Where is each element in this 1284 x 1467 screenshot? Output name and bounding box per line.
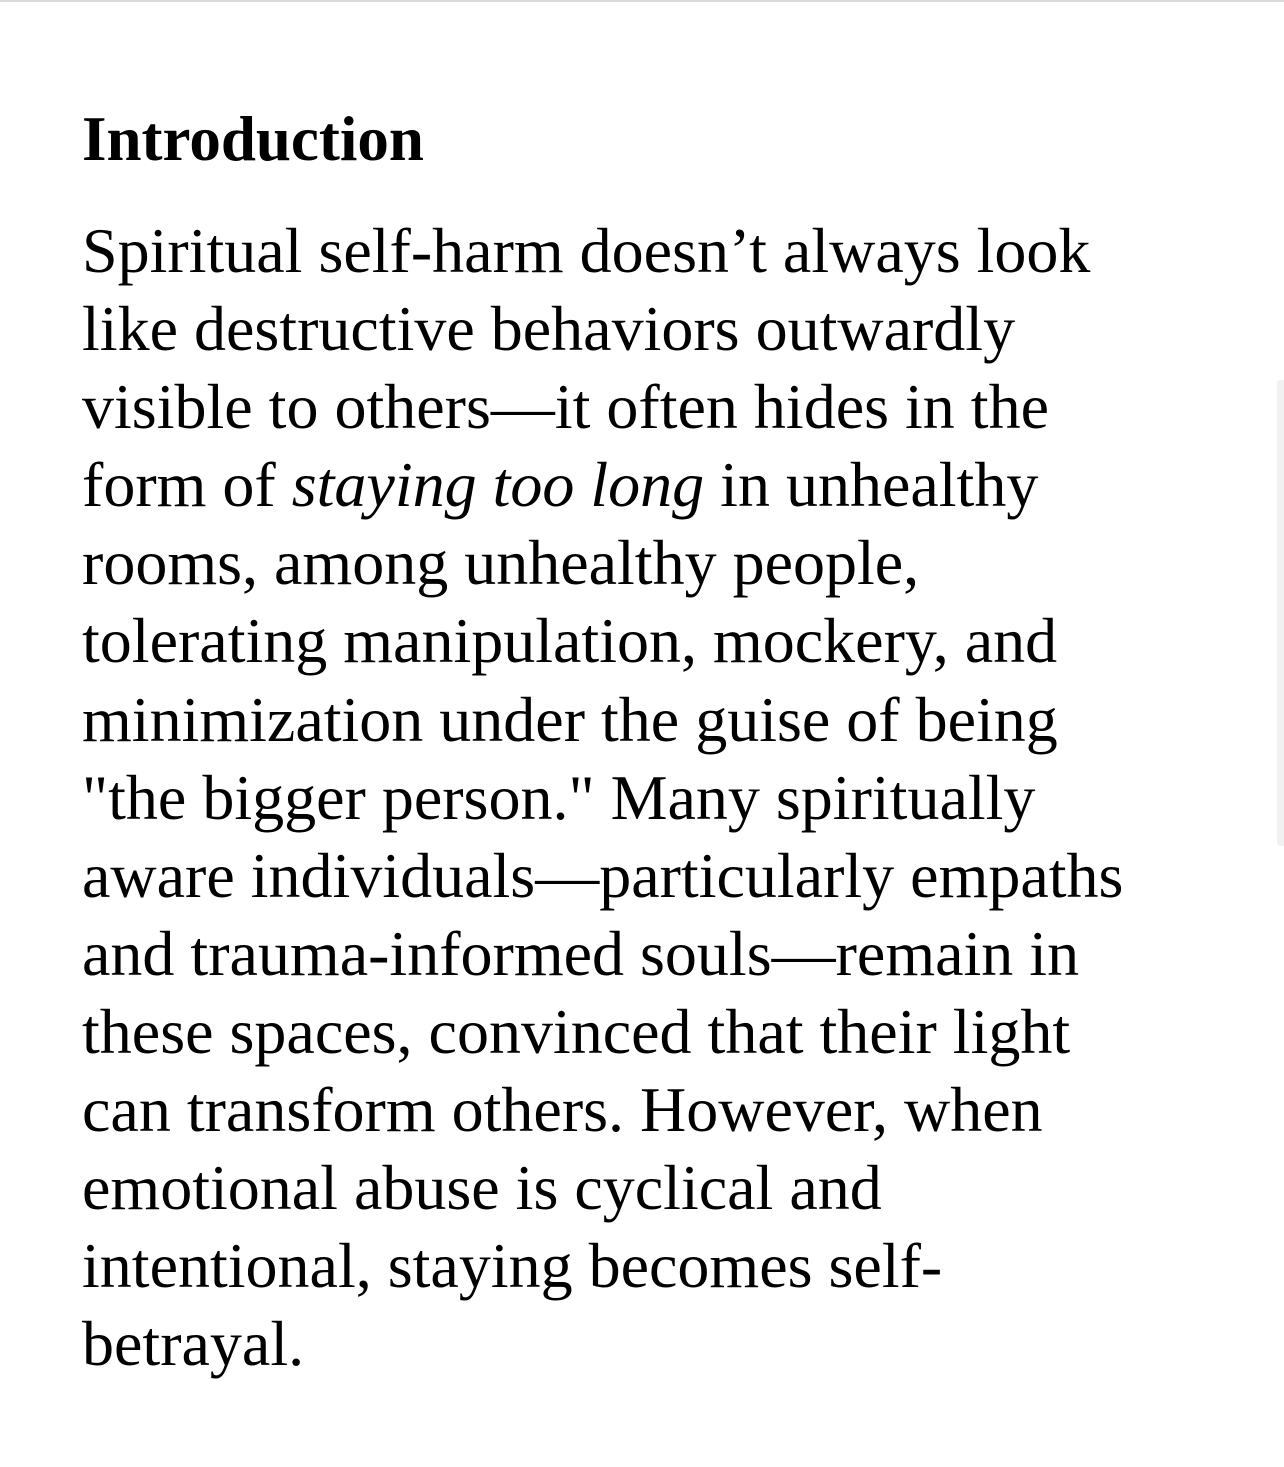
paragraph-line: aware individuals—particularly empaths <box>82 839 1124 911</box>
top-divider <box>0 0 1284 2</box>
paragraph-line: can transform others. However, when <box>82 1074 1043 1146</box>
paragraph-line: these spaces, convinced that their light <box>82 995 1071 1067</box>
introduction-paragraph <box>82 212 1222 1383</box>
paragraph-line: minimization under the guise of being <box>82 683 1058 755</box>
paragraph-line: betrayal. <box>82 1308 305 1380</box>
document-body <box>82 100 1222 1383</box>
emphasized-text: staying too long <box>291 449 705 521</box>
paragraph-line: like destructive behaviors outwardly <box>82 293 1016 365</box>
paragraph-line: Spiritual self-harm doesn’t always look <box>82 215 1091 286</box>
paragraph-line: visible to others—it often hides in the <box>82 371 1049 443</box>
section-heading: Introduction <box>82 104 424 174</box>
paragraph-line: intentional, staying becomes self- <box>82 1230 943 1302</box>
line-text: in unhealthy <box>704 449 1039 521</box>
line-text: form of <box>82 449 292 521</box>
paragraph-line: tolerating manipulation, mockery, and <box>82 605 1058 677</box>
scrollbar[interactable] <box>1277 380 1284 846</box>
paragraph-line: emotional abuse is cyclical and <box>82 1152 882 1224</box>
paragraph-line <box>82 446 1222 524</box>
paragraph-line: "the bigger person." Many spiritually <box>82 761 1036 833</box>
paragraph-line: and trauma-informed souls—remain in <box>82 917 1080 989</box>
paragraph-line: rooms, among unhealthy people, <box>82 527 920 599</box>
